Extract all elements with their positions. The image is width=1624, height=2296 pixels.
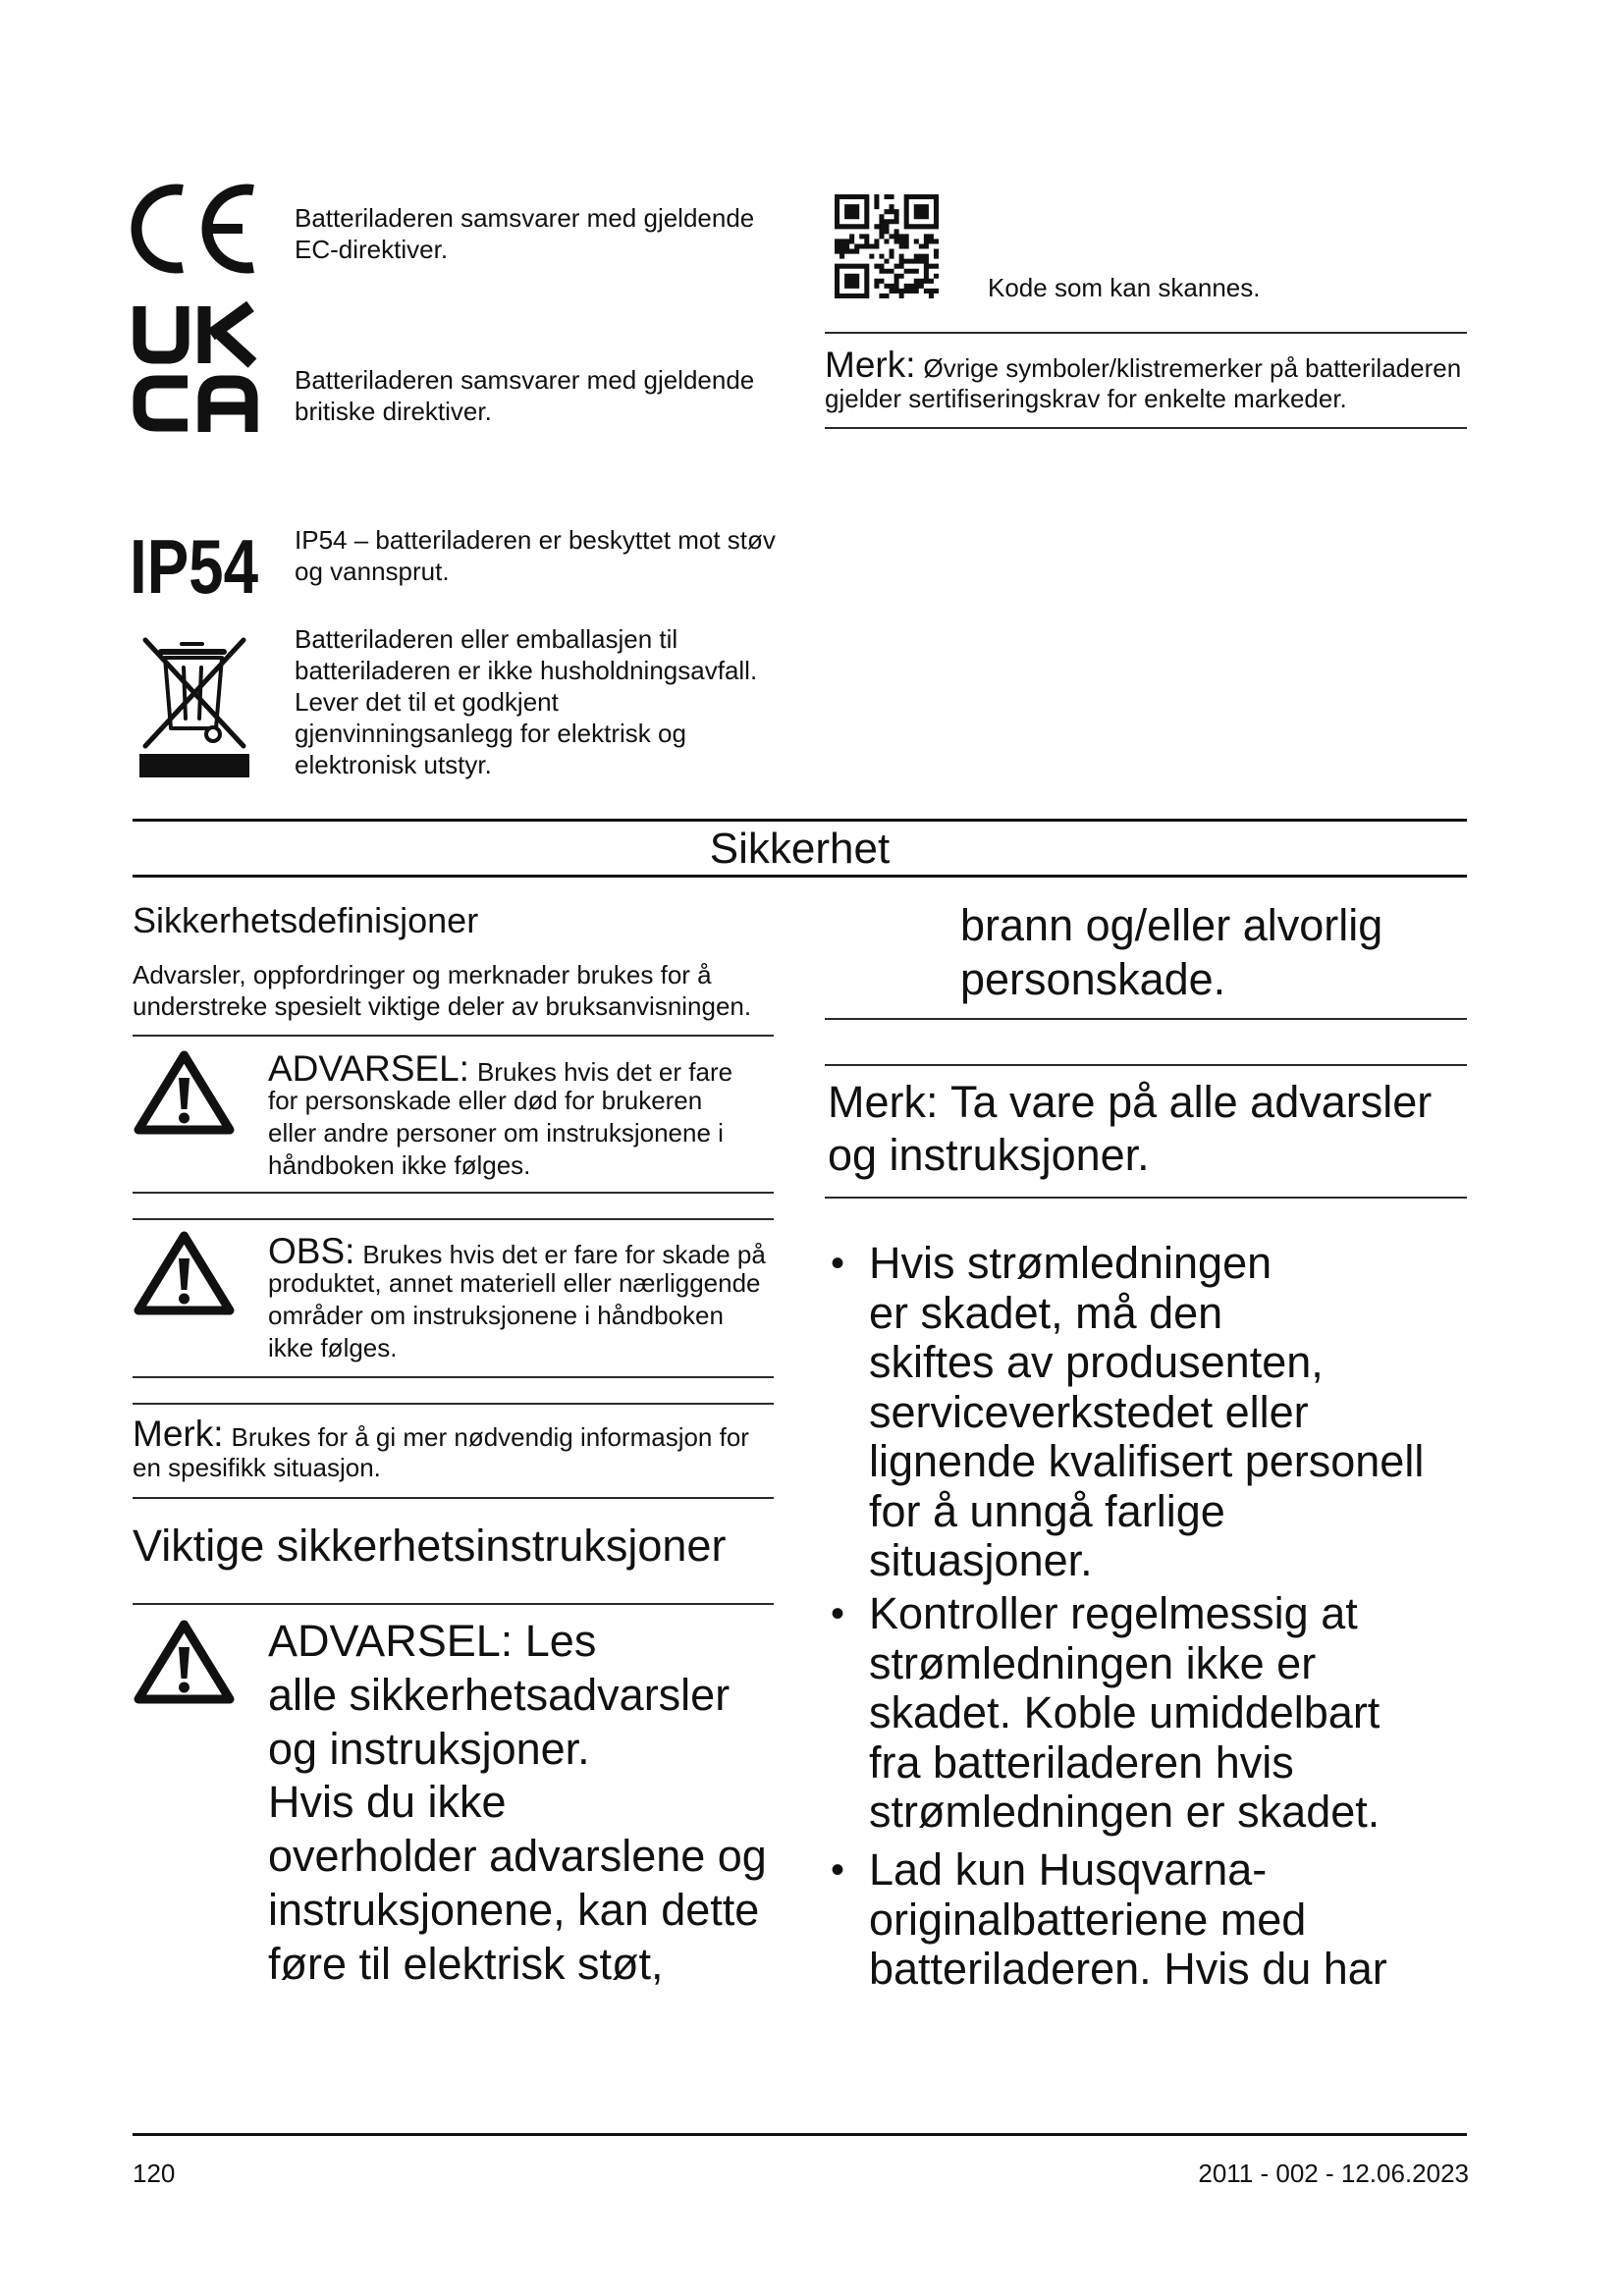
list-item-line: originalbatteriene med <box>869 1894 1307 1945</box>
list-item-line: Hvis strømledningen <box>869 1238 1272 1288</box>
crossed-out-bin-icon <box>137 630 251 777</box>
continuation-line: personskade. <box>960 953 1226 1004</box>
warning-text: Les <box>524 1616 597 1666</box>
warning-continuation <box>960 898 1382 1006</box>
weee-description <box>295 623 757 780</box>
important-note-line: og instruksjoner. <box>828 1130 1150 1180</box>
definitions-heading: Sikkerhetsdefinisjoner <box>133 900 479 940</box>
bullet-icon: • <box>831 1848 845 1892</box>
ce-description-line: EC-direktiver. <box>295 235 449 264</box>
note-definition <box>133 1414 749 1484</box>
ip54-mark-text: IP54 <box>130 523 258 610</box>
divider <box>825 1018 1467 1020</box>
intro-line: Advarsler, oppfordringer og merknader brukes for å <box>133 960 712 989</box>
caution-definition-line: produktet, annet materiell eller nærliggende <box>268 1268 761 1298</box>
note-definition-line: en spesifikk situasjon. <box>133 1453 381 1482</box>
caution-text: Brukes hvis det er fare for skade på <box>362 1240 766 1269</box>
footer-rule <box>133 2133 1467 2136</box>
important-warning <box>268 1615 767 1991</box>
note-label: Merk: <box>133 1414 224 1454</box>
document-reference: 2011 - 002 - 12.06.2023 <box>1198 2159 1469 2188</box>
warning-definition-line: eller andre personer om instruksjonene i <box>268 1118 724 1148</box>
qr-caption-text: Kode som kan skannes. <box>988 273 1261 302</box>
ce-description <box>295 202 754 265</box>
divider <box>825 1064 1467 1066</box>
list-item-line: Lad kun Husqvarna- <box>869 1844 1268 1895</box>
list-item-line: strømledningen ikke er <box>869 1637 1317 1688</box>
ip54-description <box>295 524 776 587</box>
list-item-line: lignende kvalifisert personell <box>869 1436 1425 1486</box>
divider <box>133 1497 774 1499</box>
warning-definition-line <box>268 1048 733 1089</box>
note-label: Merk: <box>828 1077 939 1127</box>
warning-definition-line: håndboken ikke følges. <box>268 1150 531 1180</box>
qr-caption <box>988 272 1261 303</box>
list-item-line: Kontroller regelmessig at <box>869 1588 1358 1638</box>
intro-line: understreke spesielt viktige deler av bruksanvisningen. <box>133 991 752 1021</box>
divider <box>133 1218 774 1220</box>
caution-label: OBS: <box>268 1231 355 1271</box>
weee-description-line: gjenvinningsanlegg for elektrisk og <box>295 719 686 748</box>
ip54-description-line: og vannsprut. <box>295 557 450 586</box>
qr-modules <box>835 194 939 298</box>
weee-description-line: batteriladeren er ikke husholdningsavfall. <box>295 656 758 685</box>
list-item-line: skadet. Koble umiddelbart <box>869 1687 1380 1737</box>
divider <box>825 1197 1467 1199</box>
important-warning-line: føre til elektrisk støt, <box>268 1938 664 1989</box>
divider <box>825 332 1467 334</box>
list-item-line: er skadet, må den <box>869 1287 1223 1338</box>
caution-definition-line: ikke følges. <box>268 1333 398 1362</box>
important-heading: Viktige sikkerhetsinstruksjoner <box>133 1521 727 1571</box>
ce-mark-icon <box>131 183 260 275</box>
caution-definition-line: områder om instruksjonene i håndboken <box>268 1301 724 1330</box>
page-number: 120 <box>133 2159 176 2188</box>
warning-label: ADVARSEL: <box>268 1616 514 1666</box>
important-warning-line: instruksjonene, kan dette <box>268 1884 760 1935</box>
caution-definition-line <box>268 1231 766 1271</box>
important-warning-line: Hvis du ikke <box>268 1777 507 1828</box>
ce-description-line: Batteriladeren samsvarer med gjeldende <box>295 203 755 233</box>
list-item-line: fra batteriladeren hvis <box>869 1736 1294 1788</box>
divider <box>133 1403 774 1405</box>
ip54-description-line: IP54 – batteriladeren er beskyttet mot støv <box>295 525 776 555</box>
caution-definition <box>268 1231 766 1364</box>
ip54-mark-icon <box>129 523 260 610</box>
divider <box>133 1603 774 1605</box>
definitions-intro <box>133 959 751 1022</box>
important-warning-line <box>268 1615 767 1669</box>
note-label: Merk: <box>825 345 916 385</box>
note-text: Brukes for å gi mer nødvendig informasjon for <box>231 1422 749 1452</box>
weee-description-line: elektronisk utstyr. <box>295 750 492 779</box>
note-definition-line <box>133 1414 749 1454</box>
ukca-description-line: britiske direktiver. <box>295 397 492 426</box>
ukca-mark-icon <box>133 306 258 432</box>
warning-label: ADVARSEL: <box>268 1048 469 1089</box>
section-rule-bottom <box>133 875 1467 878</box>
symbols-note-line: gjelder sertifiseringskrav for enkelte markeder. <box>825 384 1347 413</box>
important-note-line <box>828 1076 1432 1129</box>
important-note <box>828 1076 1432 1182</box>
list-item <box>869 1845 1387 1995</box>
note-text: Ta vare på alle advarsler <box>950 1077 1433 1127</box>
divider <box>825 427 1467 429</box>
list-item <box>869 1589 1380 1838</box>
section-title: Sikkerhet <box>709 825 891 873</box>
caution-triangle-icon <box>133 1229 236 1317</box>
list-item-line: strømledningen er skadet. <box>869 1787 1380 1837</box>
continuation-line: brann og/eller alvorlig <box>960 899 1383 950</box>
important-warning-line: og instruksjoner. <box>268 1723 590 1774</box>
ukca-description-line: Batteriladeren samsvarer med gjeldende <box>295 365 755 395</box>
warning-text: Brukes hvis det er fare <box>476 1057 733 1087</box>
qr-code-icon <box>835 194 939 298</box>
list-item-line: batteriladeren. Hvis du har <box>869 1944 1387 1994</box>
warning-definition-line: for personskade eller død for brukeren <box>268 1086 703 1115</box>
warning-triangle-icon <box>133 1618 236 1706</box>
symbols-note <box>825 345 1462 415</box>
symbols-note-line <box>825 345 1462 385</box>
weee-description-line: Lever det til et godkjent <box>295 687 559 717</box>
list-item-line: serviceverkstedet eller <box>869 1386 1309 1437</box>
important-warning-line: alle sikkerhetsadvarsler <box>268 1669 731 1720</box>
list-item-line: situasjoner. <box>869 1535 1093 1585</box>
section-rule-top <box>133 819 1467 822</box>
list-item-line: skiftes av produsenten, <box>869 1337 1324 1387</box>
important-warning-line: overholder advarslene og <box>268 1831 767 1881</box>
weee-description-line: Batteriladeren eller emballasjen til <box>295 624 678 654</box>
bullet-icon: • <box>831 1592 845 1635</box>
divider <box>133 1192 774 1194</box>
warning-triangle-icon <box>133 1048 236 1137</box>
divider <box>133 1035 774 1037</box>
divider <box>133 1376 774 1378</box>
bullet-icon: • <box>831 1242 845 1285</box>
list-item-line: for å unngå farlige <box>869 1485 1225 1536</box>
note-text: Øvrige symboler/klistremerker på batteriladeren <box>923 353 1462 383</box>
list-item <box>869 1239 1424 1586</box>
warning-definition <box>268 1048 733 1182</box>
ukca-description <box>295 364 754 427</box>
